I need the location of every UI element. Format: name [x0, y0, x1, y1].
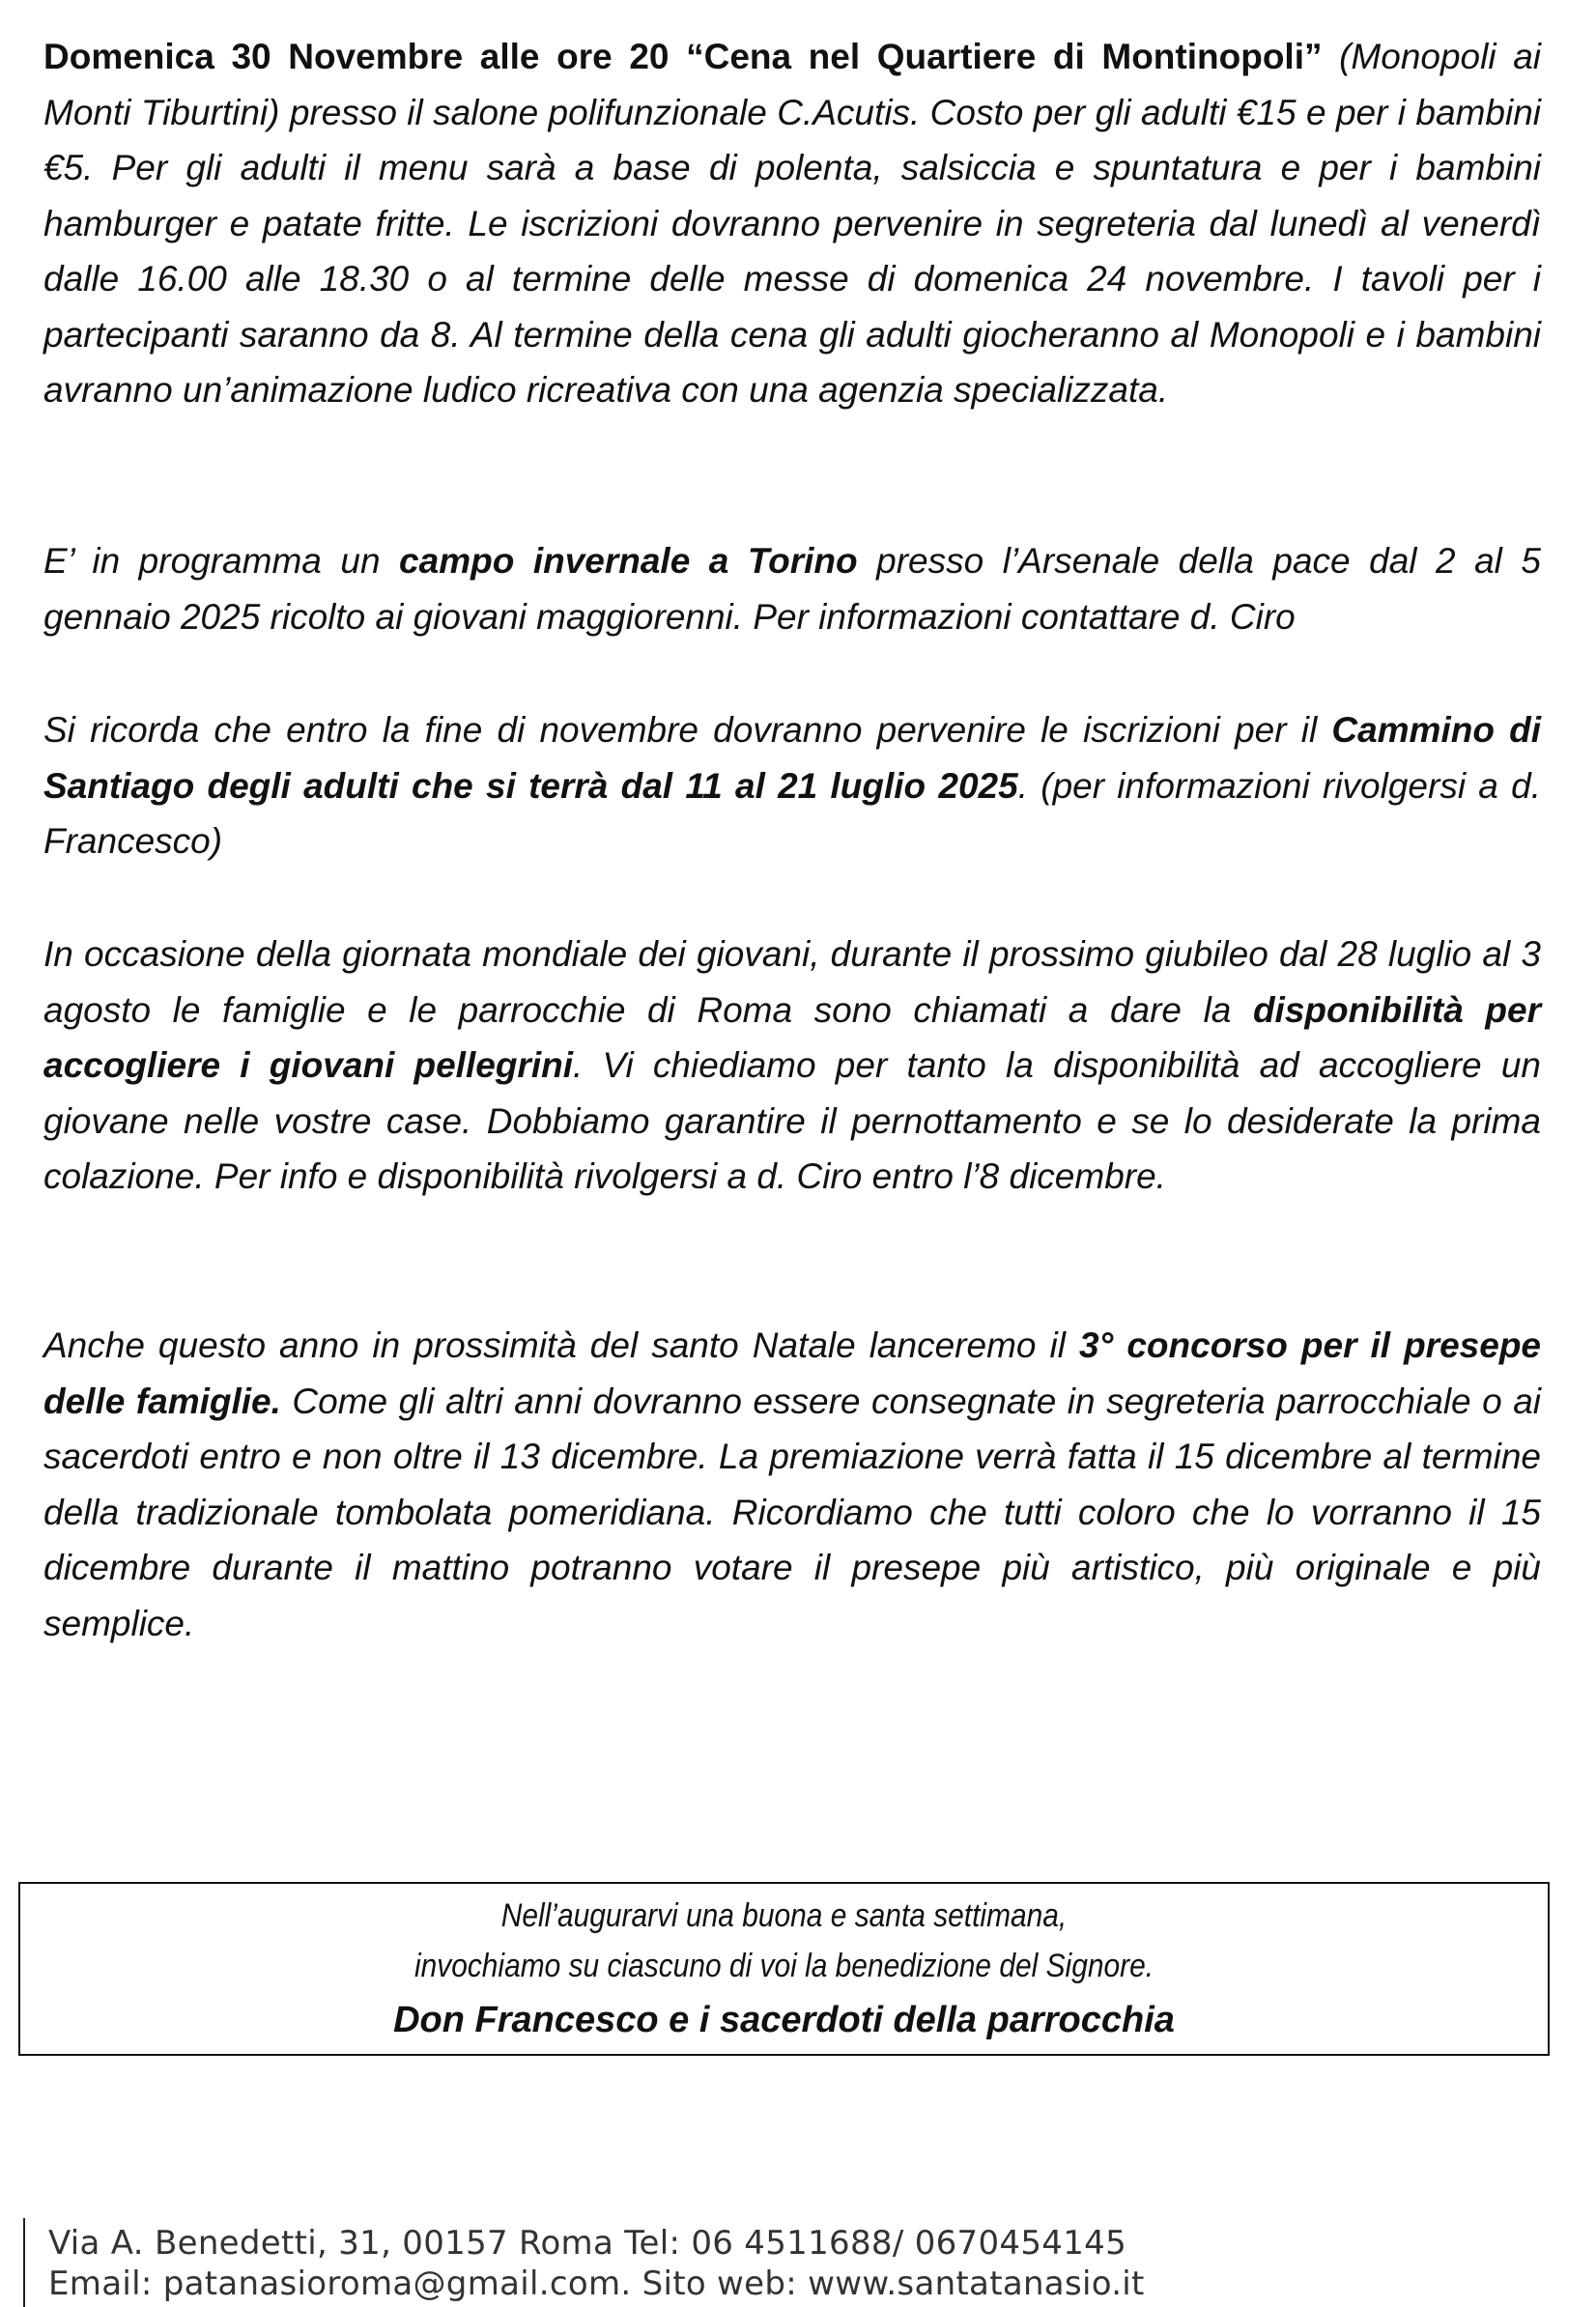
presepe-highlight: 3° concorso per il presepe delle famiglie.: [43, 1325, 1541, 1421]
paragraph-gmg-accoglienza: [43, 926, 1541, 1205]
gmg-highlight: disponibilità per accogliere i giovani pellegrini: [43, 989, 1541, 1085]
gmg-details: . Vi chiediamo per tanto la disponibilità ad accogliere un giovane nelle vostre case. Dobbiamo garantire il pernottamento e se lo desiderate la prima colazione. Per info e disponibilità rivolgersi a d. Ciro entro l’8 dicembre.: [43, 1045, 1541, 1196]
cammino-intro: Si ricorda che entro la fine di novembre dovranno pervenire le iscrizioni per il: [43, 710, 1332, 750]
paragraph-concorso-presepe: [43, 1318, 1541, 1651]
campo-intro: E’ in programma un: [43, 541, 400, 581]
presepe-details: Come gli altri anni dovranno essere consegnate in segreteria parrocchiale o ai sacerdoti entro e non oltre il 13 dicembre. La premiazione verrà fatta il 15 dicembre al termine della tradizionale tombolata pomeridiana. Ricordiamo che tutti coloro che lo vorranno il 15 dicembre durante il mattino potranno votare il presepe più artistico, più originale e più semplice.: [43, 1381, 1541, 1643]
closing-greeting-box: [18, 1882, 1550, 2056]
greeting-line-2: invochiamo su ciascuno di voi la benedizione del Signore.: [413, 1948, 1154, 1984]
cammino-highlight: Cammino di Santiago degli adulti che si terrà dal 11 al 21 luglio 2025: [43, 710, 1541, 806]
paragraph-cena-montinopoli: [43, 29, 1541, 418]
presepe-intro: Anche questo anno in prossimità del santo Natale lanceremo il: [43, 1325, 1079, 1365]
gmg-intro: In occasione della giornata mondiale dei giovani, durante il prossimo giubileo dal 28 luglio al 3 agosto le famiglie e le parrocchie di Roma sono chiamati a dare la: [43, 934, 1541, 1030]
footer-divider: [23, 2218, 25, 2307]
footer-address: Via A. Benedetti, 31, 00157 Roma Tel: 06 4511688/ 0670454145: [48, 2224, 1127, 2263]
cena-details: (Monopoli ai Monti Tiburtini) presso il salone polifunzionale C.Acutis. Costo per gli adulti €15 e per i bambini €5. Per gli adulti il menu sarà a base di polenta, salsiccia e spuntatura e per i bambini hamburger e patate fritte. Le iscrizioni dovranno pervenire in segreteria dal lunedì al venerdì dalle 16.00 alle 18.30 o al termine delle messe di domenica 24 novembre. I tavoli per i partecipanti saranno da 8. Al termine della cena gli adulti giocheranno al Monopoli e i bambini avranno un’animazione ludico ricreativa con una agenzia specializzata.: [43, 37, 1541, 410]
campo-details: presso l’Arsenale della pace dal 2 al 5 gennaio 2025 ricolto ai giovani maggiorenni. Per informazioni contattare d. Ciro: [43, 541, 1541, 637]
paragraph-campo-invernale: [43, 533, 1541, 644]
campo-highlight: campo invernale a Torino: [399, 541, 858, 581]
paragraph-cammino-santiago: [43, 702, 1541, 869]
footer-contact: Email: patanasioroma@gmail.com. Sito web: www.santatanasio.it: [48, 2264, 1145, 2303]
greeting-line-1: Nell’augurarvi una buona e santa settimana,: [500, 1897, 1068, 1934]
cammino-details: . (per informazioni rivolgersi a d. Francesco): [43, 765, 1541, 861]
cena-heading: Domenica 30 Novembre alle ore 20 “Cena nel Quartiere di Montinopoli”: [43, 37, 1323, 76]
signature: Don Francesco e i sacerdoti della parrocchia: [393, 2000, 1175, 2040]
